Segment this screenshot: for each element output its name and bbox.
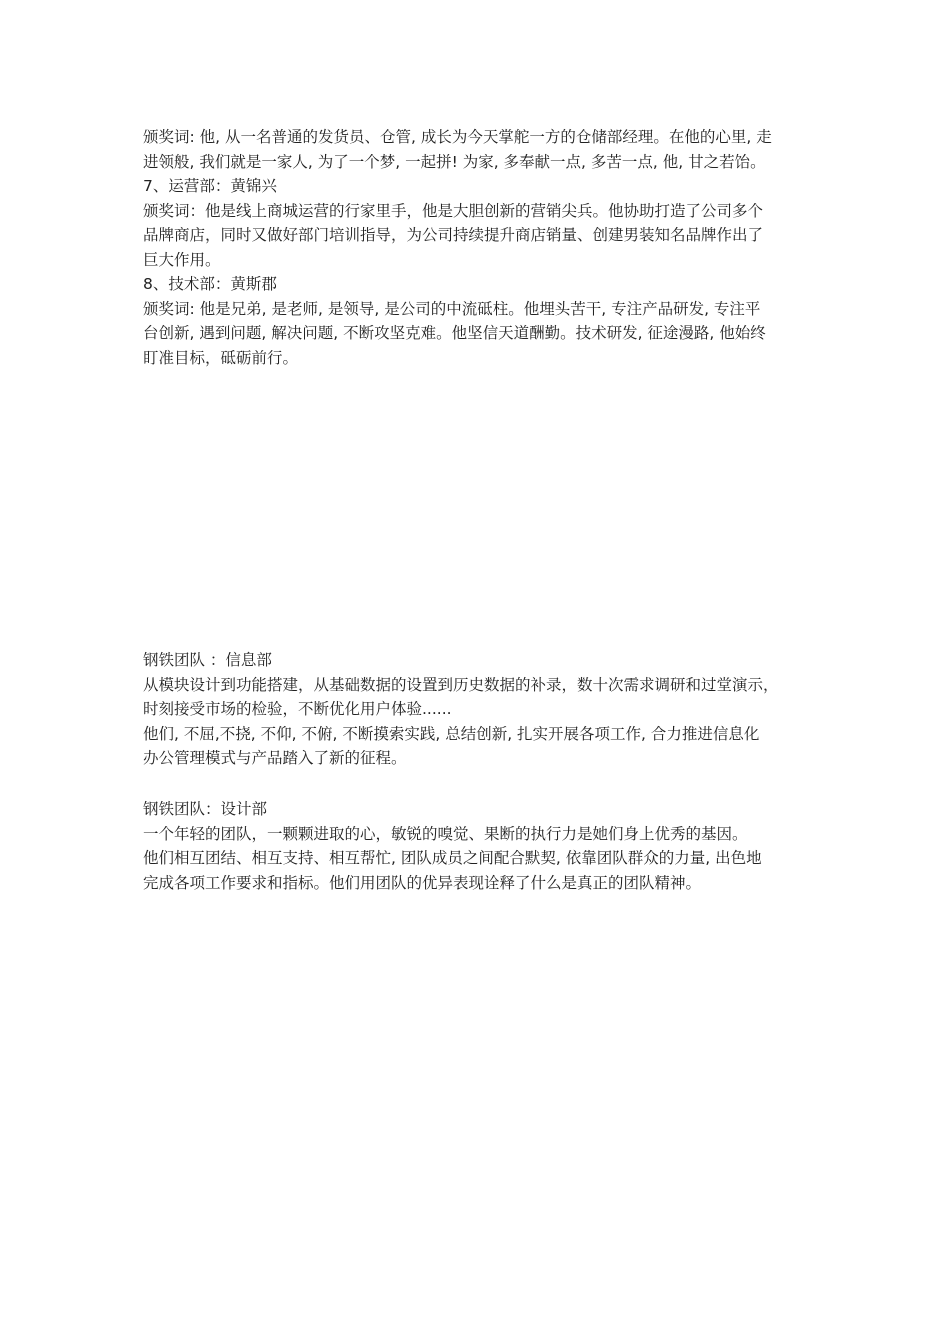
text-line: 一个年轻的团队，一颗颗进取的心，敏锐的嗅觉、果断的执行力是她们身上优秀的基因。 <box>143 824 748 843</box>
team-heading-design: 钢铁团队：设计部 <box>143 800 268 818</box>
text-line: 进领般, 我们就是一家人, 为了一个梦, 一起拼! 为家, 多奉献一点, 多苦一点, 他, 甘之若饴。 <box>143 152 766 171</box>
award-citations-section <box>143 125 815 370</box>
text-line: 办公管理模式与产品踏入了新的征程。 <box>143 749 407 767</box>
info-team-section <box>143 648 815 771</box>
text-line: 巨大作用。 <box>143 250 221 269</box>
design-team-section <box>143 797 815 895</box>
text-line: 他们, 不屈,不挠, 不仰, 不俯, 不断摸索实践, 总结创新, 扎实开展各项工作, 合力推进信息化 <box>143 724 760 743</box>
text-line: 台创新, 遇到问题, 解决问题, 不断攻坚克难。他坚信天道酬勤。技术研发, 征途漫路, 他始终 <box>143 324 766 342</box>
award-heading-technology: 8、技术部：黄斯郡 <box>143 275 277 293</box>
text-line: 颁奖词: 他是兄弟, 是老师, 是领导, 是公司的中流砥柱。他埋头苦干, 专注产品研发, 专注平 <box>143 299 761 318</box>
team-heading-info: 钢铁团队 ：信息部 <box>143 651 272 669</box>
text-line: 颁奖词：他是线上商城运营的行家里手，他是大胆创新的营销尖兵。他协助打造了公司多个 <box>143 201 764 220</box>
text-line: 他们相互团结、相互支持、相互帮忙, 团队成员之间配合默契, 依靠团队群众的力量, 出色地 <box>143 849 762 867</box>
text-line: 颁奖词: 他, 从一名普通的发货员、仓管, 成长为今天掌舵一方的仓储部经理。在他的心里, 走 <box>143 128 772 146</box>
text-line: 完成各项工作要求和指标。他们用团队的优异表现诠释了什么是真正的团队精神。 <box>143 873 702 892</box>
text-line: 时刻接受市场的检验，不断优化用户体验...... <box>143 700 452 718</box>
text-line: 从模块设计到功能搭建，从基础数据的设置到历史数据的补录，数十次需求调研和过堂演示， <box>143 675 779 694</box>
text-line: 品牌商店，同时又做好部门培训指导，为公司持续提升商店销量、创建男装知名品牌作出了 <box>143 226 764 244</box>
award-heading-operations: 7、运营部：黄锦兴 <box>143 177 277 195</box>
text-line: 盯准目标，砥砺前行。 <box>143 348 299 367</box>
